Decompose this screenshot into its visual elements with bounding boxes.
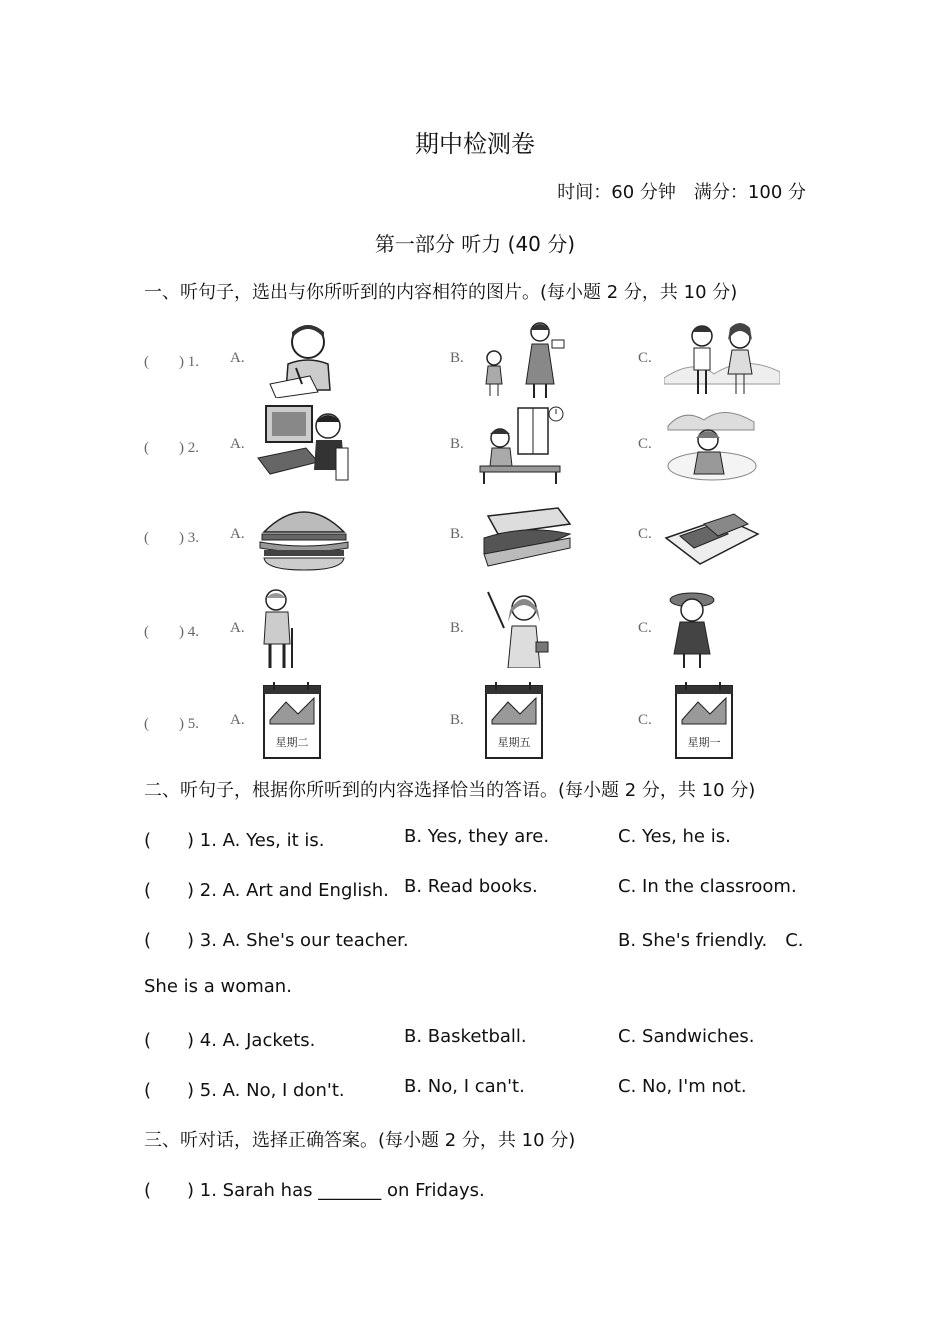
- boy-girl-talking-icon: [664, 318, 780, 398]
- option-b-label: B.: [450, 620, 464, 636]
- option-c-label: C.: [638, 526, 652, 542]
- calendar-day-label: 星期二: [275, 736, 309, 749]
- option-b-label: B.: [450, 436, 464, 452]
- question-option-b: B. Yes, they are.: [404, 826, 550, 847]
- sandwich-icon: [478, 494, 574, 574]
- question-row: [0, 926, 950, 950]
- pic-question-row: [144, 494, 804, 578]
- option-c-label: C.: [638, 436, 652, 452]
- calendar-icon: [668, 680, 740, 760]
- section3-heading: 三、听对话，选择正确答案。(每小题 2 分，共 10 分): [144, 1130, 576, 1151]
- pic-question-row: [144, 680, 804, 764]
- question-number: ( ) 3.: [144, 530, 199, 546]
- question-number: ( ) 5.: [144, 716, 199, 732]
- question-option-b: B. Read books.: [404, 876, 538, 897]
- old-man-icon: [256, 588, 352, 668]
- calendar-day-label: 星期一: [687, 736, 721, 749]
- pic-question-row: [144, 318, 804, 402]
- question-row: [0, 826, 950, 850]
- question-option-c: C. No, I'm not.: [618, 1076, 747, 1097]
- question-row: [0, 876, 950, 900]
- teacher-icon: [478, 588, 574, 668]
- option-a-label: A.: [230, 436, 245, 452]
- time-info: 时间：60 分钟 满分：100 分: [557, 182, 806, 203]
- question-option-b: B. Basketball.: [404, 1026, 527, 1047]
- question-continuation: She is a woman.: [144, 976, 292, 997]
- question-number: ( ) 4.: [144, 624, 199, 640]
- question-option-b: B. No, I can't.: [404, 1076, 525, 1097]
- hamburger-icon: [256, 494, 352, 574]
- girl-desk-clock-icon: [478, 404, 574, 484]
- section2-heading: 二、听句子，根据你所听到的内容选择恰当的答语。(每小题 2 分，共 10 分): [144, 780, 756, 801]
- calendar-icon: [478, 680, 550, 760]
- question-option-a: ( ) 2. A. Art and English.: [144, 880, 389, 901]
- option-a-label: A.: [230, 620, 245, 636]
- calendar-icon: [256, 680, 328, 760]
- girl-hat-icon: [664, 588, 760, 668]
- page-title: 期中检测卷: [415, 130, 535, 158]
- part1-title: 第一部分 听力 (40 分): [374, 232, 576, 256]
- section1-heading: 一、听句子，选出与你所听到的内容相符的图片。(每小题 2 分，共 10 分): [144, 282, 738, 303]
- option-c-label: C.: [638, 712, 652, 728]
- calendar-day-label: 星期五: [497, 736, 531, 749]
- option-a-label: A.: [230, 712, 245, 728]
- pic-question-row: [144, 588, 804, 672]
- option-b-label: B.: [450, 350, 464, 366]
- question-option-c: C. In the classroom.: [618, 876, 797, 897]
- question-option-a: ( ) 4. A. Jackets.: [144, 1030, 316, 1051]
- option-a-label: A.: [230, 526, 245, 542]
- mother-daughter-icon: [478, 318, 574, 398]
- question-option-c: C. Yes, he is.: [618, 826, 731, 847]
- question-option-b: B. She's friendly. C.: [618, 930, 804, 951]
- question-option-c: C. Sandwiches.: [618, 1026, 755, 1047]
- bread-plate-icon: [664, 494, 760, 574]
- question-text: ( ) 1. Sarah has _______ on Fridays.: [144, 1180, 485, 1201]
- question-option-a: ( ) 3. A. She's our teacher.: [144, 930, 409, 951]
- option-c-label: C.: [638, 350, 652, 366]
- option-b-label: B.: [450, 712, 464, 728]
- pic-question-row: [144, 404, 804, 488]
- question-row: [0, 1026, 950, 1050]
- option-c-label: C.: [638, 620, 652, 636]
- question-option-a: ( ) 1. A. Yes, it is.: [144, 830, 325, 851]
- question-option-a: ( ) 5. A. No, I don't.: [144, 1080, 345, 1101]
- boy-writing-icon: [256, 318, 352, 398]
- question-row: [0, 1076, 950, 1100]
- girl-snow-icon: [664, 404, 760, 484]
- question-number: ( ) 1.: [144, 354, 199, 370]
- option-b-label: B.: [450, 526, 464, 542]
- boy-computer-icon: [256, 404, 352, 484]
- option-a-label: A.: [230, 350, 245, 366]
- question-number: ( ) 2.: [144, 440, 199, 456]
